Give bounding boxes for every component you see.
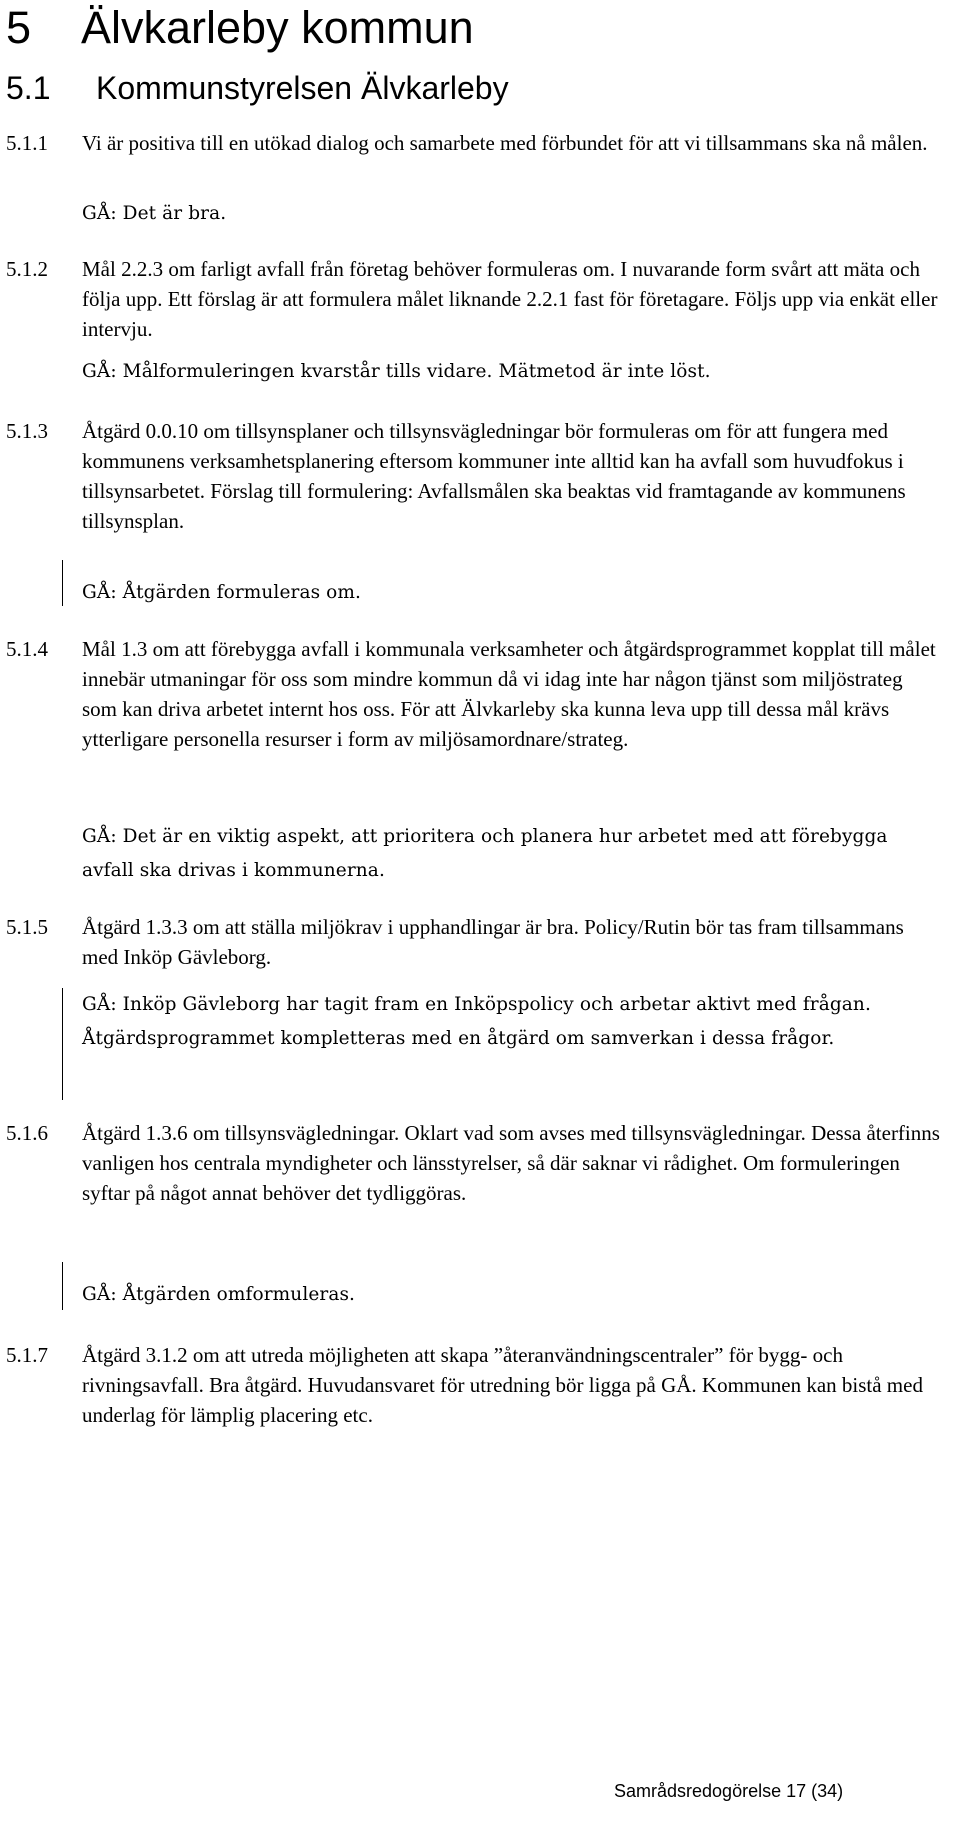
section-heading [6, 2, 474, 54]
change-bar [62, 1262, 63, 1310]
comment-item [6, 416, 941, 536]
subsection-heading [6, 68, 509, 108]
item-number: 5.1.1 [6, 131, 48, 155]
comment-text: Mål 1.3 om att förebygga avfall i kommunala verksamheter och åtgärdsprogrammet kopplat till målet innebär utmaningar för oss som mindre kommun då vi idag inte har någon tjänst som miljöstrateg som kan driva arbetet internt hos oss. För att Älvkarleby ska kunna leva upp till dessa mål krävs ytterligare personella resurser i form av miljösamordnare/strateg. [82, 637, 936, 751]
subsection-number: 5.1 [6, 70, 51, 106]
page-footer: Samrådsredogörelse 17 (34) [614, 1781, 844, 1801]
item-number: 5.1.5 [6, 915, 48, 939]
comment-item [6, 254, 941, 344]
comment-text: Åtgärd 3.1.2 om att utreda möjligheten att skapa ”återanvändningscentraler” för bygg- och rivningsavfall. Bra åtgärd. Huvudansvaret för utredning bör ligga på GÅ. Kommunen kan bistå med underlag för lämplig placering etc. [82, 1343, 923, 1427]
section-title: Älvkarleby kommun [81, 2, 474, 53]
response-text: GÅ: Åtgärden formuleras om. [82, 582, 362, 603]
comment-text: Åtgärd 1.3.3 om att ställa miljökrav i upphandlingar är bra. Policy/Rutin bör tas fram tillsammans med Inköp Gävleborg. [82, 915, 904, 969]
response-text: GÅ: Målformuleringen kvarstår tills vidare. Mätmetod är inte löst. [82, 361, 711, 382]
comment-item [6, 912, 941, 972]
item-number: 5.1.4 [6, 637, 48, 661]
response-text: GÅ: Det är en viktig aspekt, att prioritera och planera hur arbetet med att förebygga avfall ska drivas i kommunerna. [82, 826, 888, 881]
comment-text: Åtgärd 1.3.6 om tillsynsvägledningar. Oklart vad som avses med tillsynsvägledningar. Dessa återfinns vanligen hos centrala myndigheter och länsstyrelser, så där saknar vi rådighet. Om formuleringen syftar på något annat behöver det tydliggöras. [82, 1121, 940, 1205]
item-number: 5.1.6 [6, 1121, 48, 1145]
comment-text: Mål 2.2.3 om farligt avfall från företag behöver formuleras om. I nuvarande form svårt att mäta och följa upp. Ett förslag är att formulera målet liknande 2.2.1 fast för företagare. Följs upp via enkät eller intervju. [82, 257, 938, 341]
response-text: GÅ: Åtgärden omformuleras. [82, 1284, 356, 1305]
comment-text: Vi är positiva till en utökad dialog och samarbete med förbundet för att vi tillsammans ska nå målen. [82, 131, 928, 155]
comment-item [6, 1118, 941, 1208]
response-text: GÅ: Inköp Gävleborg har tagit fram en Inköpspolicy och arbetar aktivt med frågan. Åtgärdsprogrammet kompletteras med en åtgärd om samverkan i dessa frågor. [82, 994, 871, 1049]
response-text: GÅ: Det är bra. [82, 203, 227, 224]
comment-item [6, 1340, 941, 1430]
subsection-title: Kommunstyrelsen Älvkarleby [96, 70, 509, 106]
item-number: 5.1.7 [6, 1343, 48, 1367]
item-number: 5.1.2 [6, 257, 48, 281]
change-bar [62, 560, 63, 606]
comment-item [6, 128, 941, 158]
item-number: 5.1.3 [6, 419, 48, 443]
section-number: 5 [6, 2, 32, 53]
comment-item [6, 634, 941, 754]
change-bar [62, 988, 63, 1100]
comment-text: Åtgärd 0.0.10 om tillsynsplaner och tillsynsvägledningar bör formuleras om för att fungera med kommunens verksamhetsplanering eftersom kommuner inte alltid kan ha avfall som huvudfokus i tillsynsarbetet. Förslag till formulering: Avfallsmålen ska beaktas vid framtagande av kommunens tillsynsplan. [82, 419, 906, 533]
